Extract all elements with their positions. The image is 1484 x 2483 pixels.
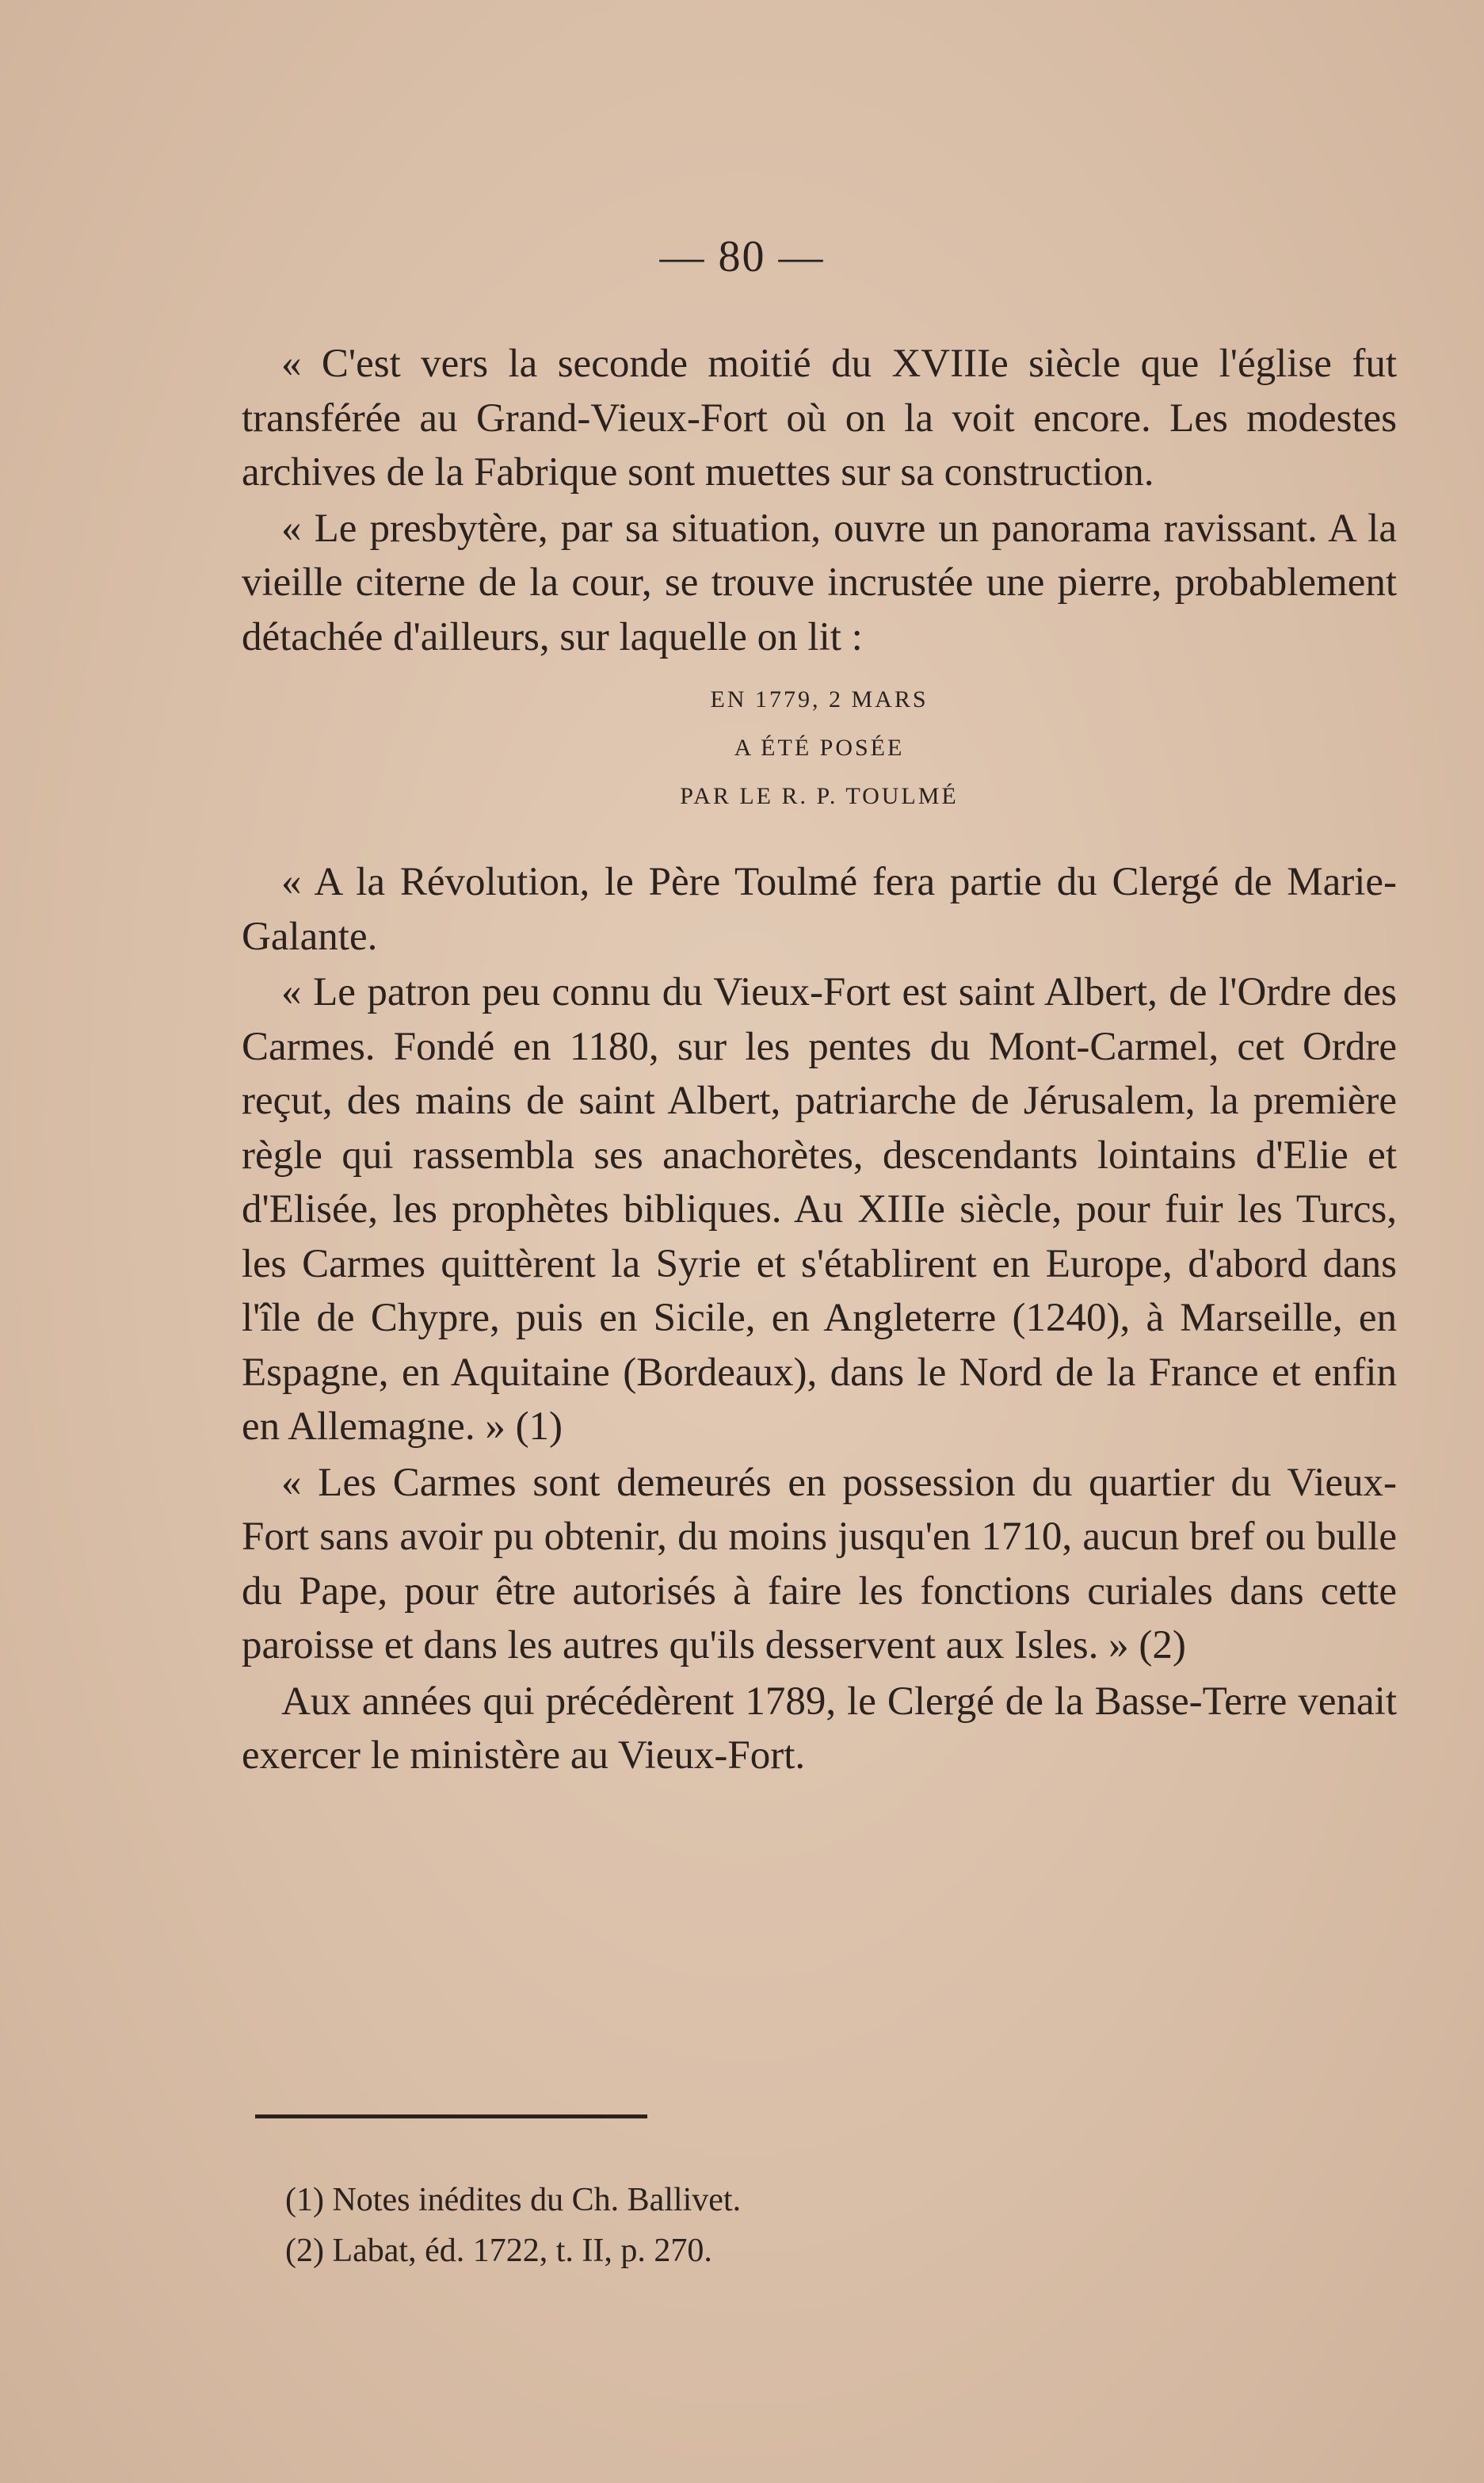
footnotes xyxy=(285,2175,1394,2276)
paragraph-saint-albert: « Le patron peu connu du Vieux-Fort est saint Albert, de l'Ordre des Carmes. Fondé en 1180, sur les pentes du Mont-Carmel, cet Ordre reçut, des mains de saint Albert, patriarche de Jérusalem, la première règle qui rassembla ses anachorètes, descendants lointains d'Elie et d'Elisée, les prophètes bibliques. Au XIIIe siècle, pour fuir les Turcs, les Carmes quittèrent la Syrie et s'établirent en Europe, d'abord dans l'île de Chypre, puis en Sicile, en Angleterre (1240), à Marseille, en Espagne, en Aquitaine (Bordeaux), dans le Nord de la France et enfin en Allemagne. » (1) xyxy=(242,970,1397,1449)
inscription-line: A ÉTÉ POSÉE xyxy=(734,735,905,761)
paragraph-carmes-possession: « Les Carmes sont demeurés en possession du quartier du Vieux-Fort sans avoir pu obtenir, du moins jusqu'en 1710, aucun bref ou bulle du Pape, pour être autorisés à faire les fonctions curiales dans cette paroisse et dans les autres qu'ils desservent aux Isles. » (2) xyxy=(242,1460,1397,1667)
paragraph-basse-terre: Aux années qui précédèrent 1789, le Clergé de la Basse-Terre venait exercer le ministère au Vieux-Fort. xyxy=(242,1679,1397,1778)
inscription-line: EN 1779, 2 MARS xyxy=(710,686,929,712)
body-text xyxy=(242,337,1397,1785)
paragraph-presbytery: « Le presbytère, par sa situation, ouvre un panorama ravissant. A la vieille citerne de la cour, se trouve incrustée une pierre, probablement détachée d'ailleurs, sur laquelle on lit : xyxy=(242,506,1397,659)
page-number: — 80 — xyxy=(659,232,825,281)
footnote-1: (1) Notes inédites du Ch. Ballivet. xyxy=(285,2182,742,2218)
inscription-line: PAR LE R. P. TOULMÉ xyxy=(680,783,959,809)
paragraph-revolution: « A la Révolution, le Père Toulmé fera partie du Clergé de Marie-Galante. xyxy=(242,860,1397,959)
stone-inscription xyxy=(242,675,1397,820)
footnote-2: (2) Labat, éd. 1722, t. II, p. 270. xyxy=(285,2233,712,2269)
footnote-divider xyxy=(255,2114,647,2118)
paragraph-church-transfer: « C'est vers la seconde moitié du XVIIIe siècle que l'église fut transférée au Grand-Vieux-Fort où on la voit encore. Les modestes archives de la Fabrique sont muettes sur sa construction. xyxy=(242,342,1397,495)
